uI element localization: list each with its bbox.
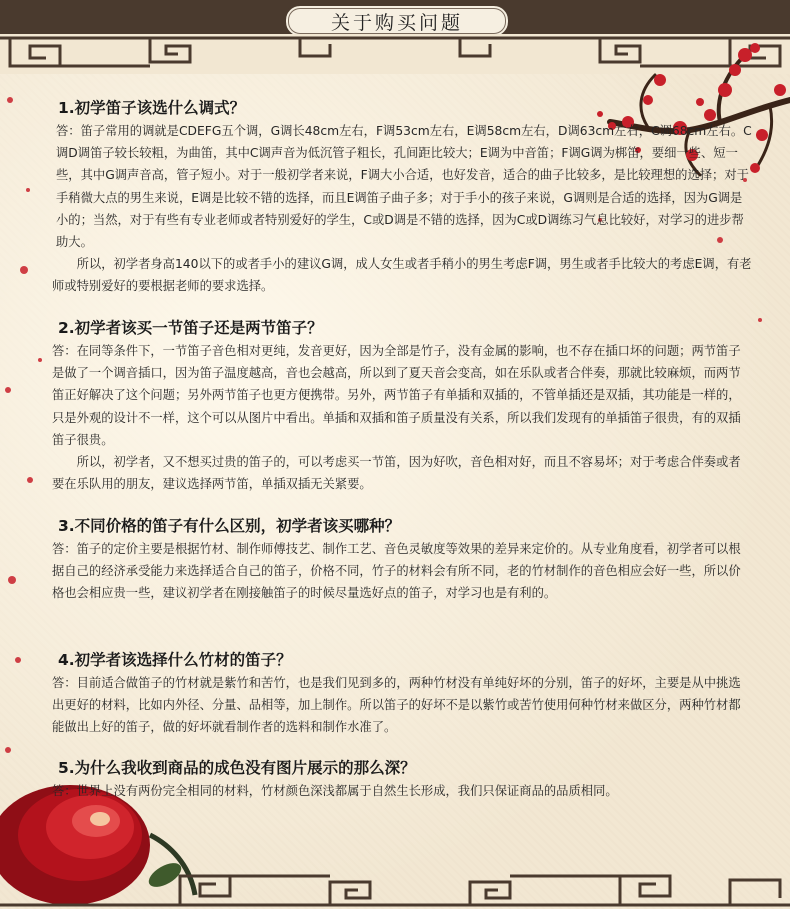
faq-section-3 — [52, 516, 752, 605]
faq-section-5 — [52, 758, 752, 802]
answer-3-paragraph-1: 答：笛子的定价主要是根据竹材、制作师傅技艺、制作工艺、音色灵敏度等效果的差异来定价的。从专业角度看，初学者可以根据自己的经济承受能力来选择适合自己的笛子，价格不同，竹子的材料会有所不同，老的竹材制作的音色相应会好一些，所以价格也会相应贵一些，建议初学者在刚接触笛子的时候尽量选好点的笛子，对学习也是有利的。 — [52, 542, 741, 601]
faq-section-1 — [52, 98, 752, 298]
page-title: 关于购买问题 — [284, 4, 510, 38]
faq-section-4 — [52, 650, 752, 739]
question-5-title: 5.为什么我收到商品的成色没有图片展示的那么深？ — [58, 759, 416, 777]
question-3-title: 3.不同价格的笛子有什么区别，初学者该买哪种？ — [58, 517, 401, 535]
answer-4-paragraph-1: 答：目前适合做笛子的竹材就是紫竹和苦竹，也是我们见到多的，两种竹材没有单纯好坏的分别，笛子的好坏，主要是从中挑选出更好的材料，比如内外径、分量、品相等，加上制作。所以笛子的好坏不是以紫竹或苦竹使用何种竹材来做区分，两种竹材都能做出上好的笛子，做的好坏就看制作者的选料和制作水准了。 — [52, 676, 741, 735]
answer-2-paragraph-1: 答：在同等条件下，一节笛子音色相对更纯，发音更好，因为全部是竹子，没有金属的影响，也不存在插口坏的问题；两节笛子是做了一个调音插口，因为笛子温度越高，音也会越高，所以到了夏天音会变高，如在乐队或者合伴奏，那就比较麻烦，而两节笛正好解决了这个问题；另外两节笛子也更方便携带。另外，两节笛子有单插和双插的，不管单插还是双插，其功能是一样的，只是外观的设计不一样，这个可以从图片中看出。单插和双插和笛子质量没有关系，所以我们发现有的单插笛子很贵，有的双插笛子很贵。 — [52, 344, 741, 447]
faq-section-2 — [52, 318, 752, 495]
question-1-title: 1.初学笛子该选什么调式？ — [58, 99, 246, 117]
question-4-title: 4.初学者该选择什么竹材的笛子？ — [58, 651, 292, 669]
answer-2-paragraph-2: 所以，初学者，又不想买过贵的笛子的，可以考虑买一节笛，因为好吹，音色相对好，而且不容易坏；对于考虑合伴奏或者要在乐队用的朋友，建议选择两节笛，单插双插无关紧要。 — [52, 455, 741, 492]
question-2-title: 2.初学者该买一节笛子还是两节笛子？ — [58, 319, 323, 337]
answer-1-paragraph-2: 所以，初学者身高140以下的或者手小的建议G调，成人女生或者手稍小的男生考虑F调，男生或者手比较大的考虑E调，有老师或特别爱好的要根据老师的要求选择。 — [52, 257, 752, 294]
answer-5-paragraph-1: 答：世界上没有两份完全相同的材料，竹材颜色深浅都属于自然生长形成，我们只保证商品的品质相同。 — [52, 784, 618, 798]
answer-1-paragraph-1: 答：笛子常用的调就是CDEFG五个调，G调长48cm左右，F调53cm左右，E调58cm左右，D调63cm左右，C调68cm左右。C调D调笛子较长较粗，为曲笛，其中C调声音为低沉管子粗长，孔间距比较大；E调为中音笛；F调G调为梆笛，要细一些、短一些，其中G调声音高，管子短小。对于一般初学者来说，F调大小合适，也好发音，适合的曲子比较多，是比较理想的选择；对于手稍微大点的男生来说，E调是比较不错的选择，而且E调笛子曲子多；对于手小的孩子来说，G调则是合适的选择，因为G调是小的；当然，对于有些有专业老师或者特别爱好的学生，C或D调是不错的选择，因为C或D调练习气息比较好，对学习的进步帮助大。 — [56, 124, 752, 250]
lattice-border-bottom — [0, 862, 790, 909]
